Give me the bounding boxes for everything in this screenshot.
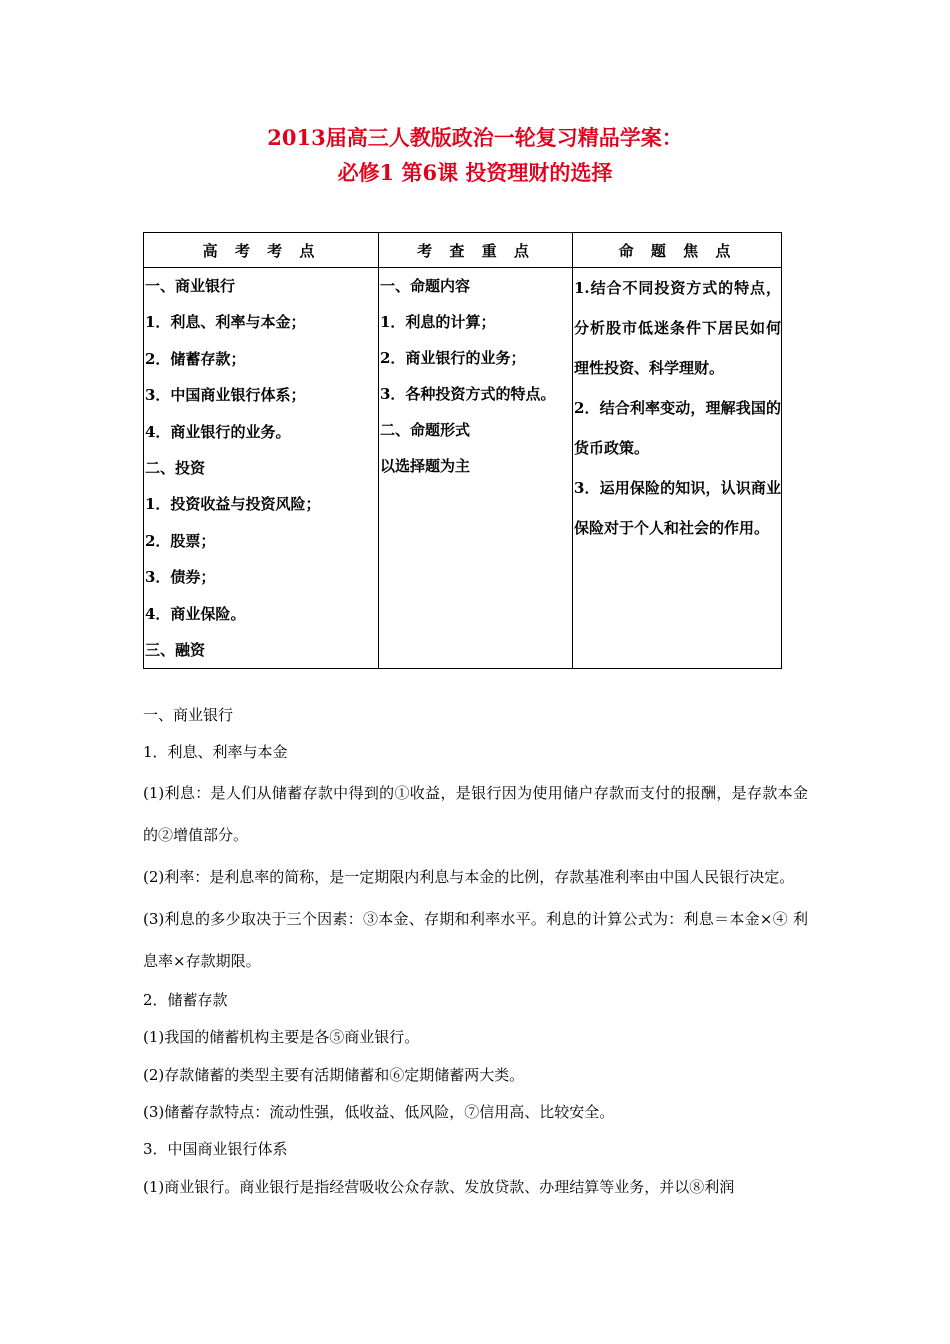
list-item: 三、融资	[145, 641, 206, 660]
list-item: 4．商业银行的业务。	[145, 422, 291, 441]
paragraph: (1)利息：是人们从储蓄存款中得到的①收益，是银行因为使用储户存款而支付的报酬，是存款本金的②增值部分。	[143, 783, 808, 844]
paragraph: (1)我国的储蓄机构主要是各⑤商业银行。	[143, 1028, 420, 1047]
list-item: 2．股票；	[145, 531, 216, 550]
lesson-body	[143, 697, 808, 1206]
list-item: 二、命题形式	[380, 421, 471, 439]
table-header-row	[144, 233, 782, 268]
subsection-heading: 3．中国商业银行体系	[143, 1140, 288, 1159]
paragraph: (2)利率：是利息率的简称，是一定期限内利息与本金的比例，存款基准利率由中国人民银行决定。	[143, 867, 795, 886]
exam-points-cell	[144, 268, 379, 669]
list-item: 以选择题为主	[380, 457, 471, 475]
list-item: 1．利息、利率与本金；	[145, 313, 306, 332]
list-item: 2．储蓄存款；	[145, 349, 246, 368]
list-item: 3．各种投资方式的特点。	[380, 385, 556, 403]
title-line-2: 必修1 第6课 投资理财的选择	[337, 160, 613, 185]
list-item: 3．债券；	[145, 568, 216, 587]
list-item: 2．商业银行的业务；	[380, 349, 526, 367]
subsection-heading: 2．储蓄存款	[143, 990, 228, 1009]
paragraph: (2)存款储蓄的类型主要有活期储蓄和⑥定期储蓄两大类。	[143, 1065, 525, 1084]
list-item: 3．运用保险的知识，认识商业保险对于个人和社会的作用。	[574, 479, 781, 537]
list-item: 3．中国商业银行体系；	[145, 386, 306, 405]
paragraph: (3)储蓄存款特点：流动性强，低收益、低风险，⑦信用高、比较安全。	[143, 1103, 615, 1122]
list-item: 1.结合不同投资方式的特点，分析股市低迷条件下居民如何理性投资、科学理财。	[574, 279, 781, 377]
list-item: 一、命题内容	[380, 277, 471, 295]
table-body-row	[144, 268, 782, 669]
list-item: 4．商业保险。	[145, 604, 246, 623]
section-heading: 一、商业银行	[143, 706, 234, 724]
header-exam-points: 高 考 考 点	[144, 233, 379, 268]
header-focus-points: 命 题 焦 点	[573, 233, 782, 268]
list-item: 二、投资	[145, 459, 206, 478]
paragraph: (3)利息的多少取决于三个因素：③本金、存期和利率水平。利息的计算公式为：利息＝本金×④ 利息率×存款期限。	[143, 909, 808, 970]
exam-summary-table	[143, 232, 782, 669]
key-points-cell	[379, 268, 573, 669]
list-item: 一、商业银行	[145, 277, 236, 295]
subsection-heading: 1．利息、利率与本金	[143, 743, 288, 762]
paragraph: (1)商业银行。商业银行是指经营吸收公众存款、发放贷款、办理结算等业务，并以⑧利润	[143, 1177, 735, 1196]
title-line-1: 2013届高三人教版政治一轮复习精品学案：	[267, 125, 683, 150]
list-item: 2．结合利率变动，理解我国的货币政策。	[574, 399, 781, 457]
list-item: 1．利息的计算；	[380, 313, 496, 331]
header-key-points: 考 查 重 点	[379, 233, 573, 268]
list-item: 1．投资收益与投资风险；	[145, 495, 321, 514]
focus-points-cell	[573, 268, 782, 669]
